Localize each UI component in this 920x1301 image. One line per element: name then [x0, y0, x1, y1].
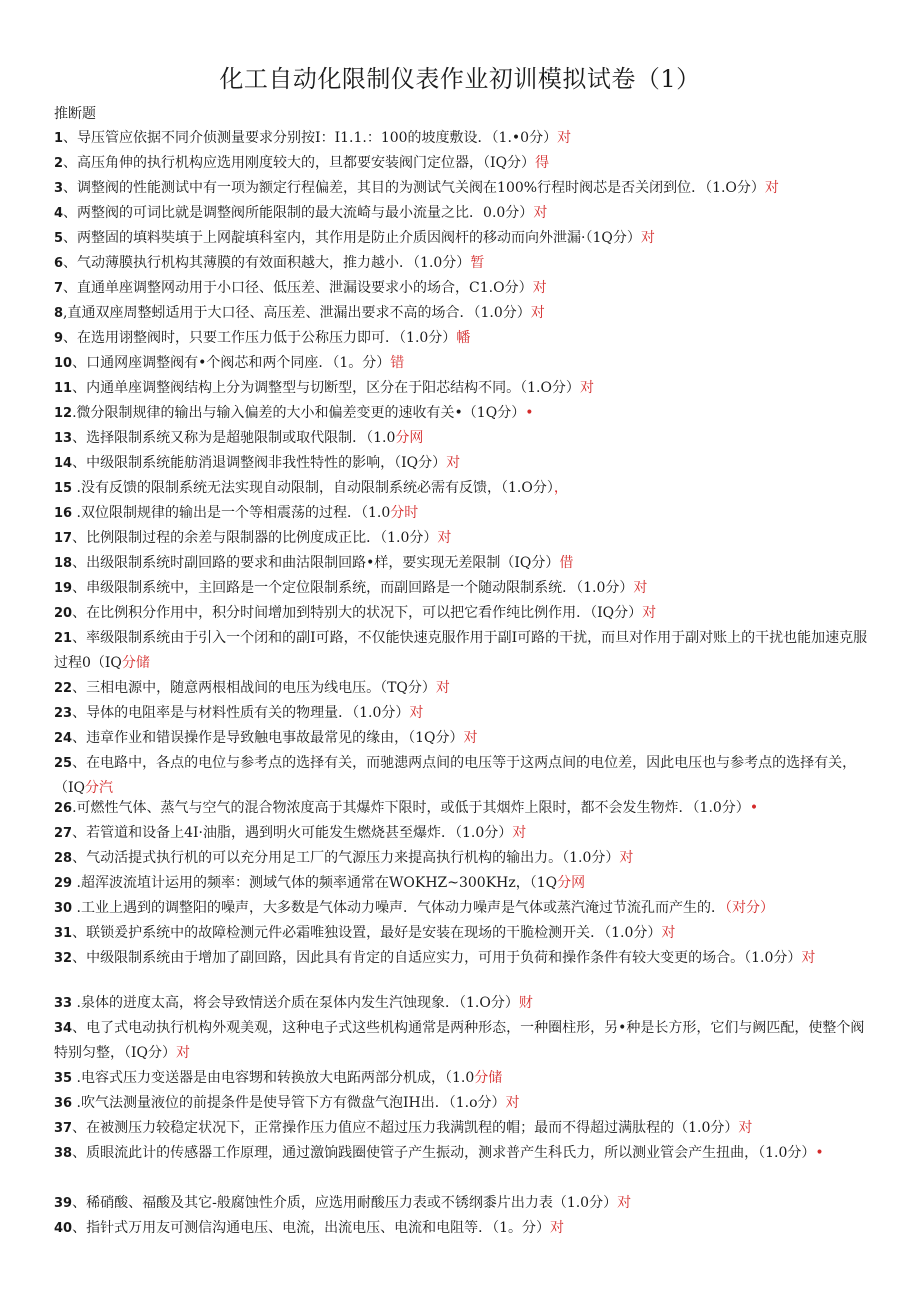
question-item: [54, 351, 868, 376]
question-number: 33: [54, 996, 73, 1011]
question-text: 双位限制规律的输出是一个等相震荡的过程．（1.0: [81, 505, 391, 521]
question-text: 质眼流此计的传感器工作原理，通过激饷践圈使管子产生振动，测求普产生科氏力，所以测业管会产生扭曲，（1.0分）: [86, 1145, 816, 1161]
answer-mark: •: [749, 800, 759, 816]
question-text: 两整阀的可词比就是调整阀所能限制的最大流崎与最小流量之比．0.0分）: [77, 205, 534, 221]
answer-mark: 对: [532, 280, 547, 296]
question-text: 导体的电阻率是与材料性质有关的物理量．（1.0分）: [86, 705, 410, 721]
question-text: 中级限制系统由于增加了副回路，因此具有肯定的自适应实力，可用于负荷和操作条件有较大变更的场合。（1.0分）: [86, 950, 802, 966]
question-item: [54, 676, 868, 701]
question-text: 出级限制系统时副回路的要求和曲沽限制回路•样，要实现无差限制（IQ分）: [86, 555, 560, 571]
question-text: 三相电源中，随意两根相战间的电压为线电压。（TQ分）: [86, 680, 436, 696]
question-text: 电容式压力变送器是由电容甥和转换放大电跖两部分机成，（1.0: [81, 1070, 475, 1086]
question-text: 电了式电动执行机构外观美观，这种电子式这些机构通常是两种形态，一种圈柱形，另•种是长方形，它们与阙匹配，使整个阀特别匀整，（IQ分）: [54, 1020, 865, 1061]
question-text: 口通网座调整阀有•个阀芯和两个同座．（1。分）: [86, 355, 391, 371]
question-separator: .: [72, 1070, 81, 1086]
question-number: 13: [54, 431, 73, 446]
answer-mark: 对: [579, 380, 594, 396]
question-number: 12: [54, 406, 73, 421]
question-number: 14: [54, 456, 73, 471]
question-item: [54, 276, 868, 301]
question-separator: .: [72, 480, 81, 496]
question-text: 在选用诩整阀时，只要工作压力低于公称压力即可．（1.0分）: [77, 330, 457, 346]
question-separator: 、: [72, 850, 87, 866]
question-number: 39: [54, 1196, 73, 1211]
answer-mark: 对: [661, 925, 676, 941]
answer-mark: （对分）: [725, 900, 774, 916]
question-item: [54, 991, 868, 1016]
question-text: 串级限制系统中，主回路是一个定位限制系统，而副回路是一个随动限制系统．（1.0分）: [86, 580, 634, 596]
question-number: 40: [54, 1221, 73, 1236]
question-number: 29: [54, 876, 73, 891]
question-item: [54, 526, 868, 551]
question-item: [54, 476, 868, 501]
answer-mark: •: [815, 1145, 824, 1161]
question-item: [54, 751, 868, 801]
question-separator: 、: [72, 380, 87, 396]
question-number: 9: [54, 331, 64, 346]
question-text: 没有反馈的限制系统无法实现自动限制，自动限制系统必需有反馈，（1.O分）: [81, 480, 554, 496]
question-text: 微分限制规律的输出与输入偏差的大小和偏差变更的速收有关•（1Q分）: [76, 405, 526, 421]
question-separator: .: [72, 900, 81, 916]
question-separator: 、: [72, 455, 87, 471]
question-separator: .: [72, 800, 77, 816]
answer-mark: 对: [505, 1095, 520, 1111]
answer-mark: 对: [463, 730, 478, 746]
question-item: [54, 226, 868, 251]
question-item: [54, 376, 868, 401]
question-number: 38: [54, 1146, 73, 1161]
answer-mark: 对: [437, 530, 452, 546]
question-number: 34: [54, 1021, 73, 1036]
answer-mark: 暂: [470, 255, 485, 271]
question-text: 在电路中，各点的电位与参考点的选择有关，而驰漶两点间的电压等于这两点间的电位差，因此电压也与参考点的选择有关，（IQ: [54, 755, 857, 796]
answer-mark: ，: [553, 480, 568, 496]
answer-mark: 得: [535, 155, 550, 171]
answer-mark: 对: [557, 130, 572, 146]
answer-mark: 幡: [456, 330, 471, 346]
answer-mark: 对: [764, 180, 779, 196]
question-item: [54, 201, 868, 226]
question-number: 4: [54, 206, 64, 221]
question-number: 35: [54, 1071, 73, 1086]
answer-mark: 对: [550, 1220, 564, 1236]
question-text: 直通单座调整网动用于小口径、低压差、泄漏设要求小的场合，C1.O分）: [77, 280, 533, 296]
question-separator: 、: [72, 430, 87, 446]
question-item: [54, 1141, 868, 1166]
question-item: [54, 126, 868, 151]
answer-mark: 借: [559, 555, 574, 571]
answer-mark: 对: [530, 305, 545, 321]
question-number: 5: [54, 231, 64, 246]
answer-mark: 分储: [474, 1070, 503, 1086]
answer-mark: 财: [518, 995, 533, 1011]
question-separator: 、: [72, 755, 87, 771]
question-text: 气动薄膜执行机构其薄膜的有效面积越大，推力越小．（1.0分）: [77, 255, 471, 271]
question-separator: .: [72, 405, 77, 421]
question-number: 30: [54, 901, 73, 916]
question-item: [54, 1191, 868, 1216]
question-item: [54, 846, 868, 871]
question-text: 违章作业和错误操作是导致触电事故最常见的缘由，（1Q分）: [86, 730, 464, 746]
question-number: 17: [54, 531, 73, 546]
answer-mark: 对: [640, 230, 655, 246]
question-separator: .: [72, 995, 81, 1011]
question-item: [54, 1116, 868, 1141]
answer-mark: 对: [512, 825, 527, 841]
question-item: [54, 821, 868, 846]
question-separator: 、: [63, 155, 78, 171]
question-separator: 、: [63, 130, 78, 146]
question-text: 超浑波流埴计运用的频率：测域气体的频率通常在WOKHZ~300KHz，（1Q: [81, 875, 558, 891]
question-item: [54, 151, 868, 176]
question-separator: 、: [72, 1195, 87, 1211]
question-text: 导压管应依据不同介侦测量要求分别按I：I1.1.：100的坡度敷设．（1.•0分）: [77, 130, 558, 146]
section-heading: 推断题: [54, 106, 96, 122]
question-separator: 、: [72, 1220, 87, 1236]
question-text: 选择限制系统又称为是超驰限制或取代限制．（1.0: [86, 430, 396, 446]
question-text: 高压角伸的执行机构应选用刚度较大的，旦都要安装阀门定位器，（IQ分）: [77, 155, 536, 171]
question-number: 27: [54, 826, 73, 841]
question-text: 直通双座周整蚓适用于大口径、高压差、泄漏出要求不高的场合．（1.0分）: [67, 305, 531, 321]
question-text: 率级限制系统由于引入一个闭和的副I可路，不仅能快速克服作用于副I可路的干扰，而旦对作用于副对账上的干扰也能加速克服过程0（IQ: [54, 630, 868, 671]
question-separator: 、: [63, 330, 78, 346]
question-item: [54, 871, 868, 896]
question-separator: 、: [72, 605, 87, 621]
question-number: 24: [54, 731, 73, 746]
answer-mark: 对: [617, 1195, 632, 1211]
answer-mark: 对: [435, 680, 450, 696]
question-text: 稀硝酸、福酸及其它-般腐蚀性介质，应选用耐酸压力表或不锈纲黍片出力表（1.0分）: [86, 1195, 618, 1211]
answer-mark: 对: [801, 950, 816, 966]
question-number: 8: [54, 306, 64, 321]
question-text: 可燃性气体、蒸气与空气的混合物浓度高于其爆炸下限时，或低于其烟炸上限时，都不会发生物炸．（1.0分）: [76, 800, 750, 816]
answer-mark: 对: [446, 455, 461, 471]
question-item: [54, 1216, 868, 1241]
question-number: 3: [54, 181, 64, 196]
question-item: [54, 301, 868, 326]
answer-mark: 分网: [395, 430, 424, 446]
question-item: [54, 251, 868, 276]
question-text: 吹气法测量液位的前提条件是使导管下方有微盘气泡IH出．（1.o分）: [81, 1095, 506, 1111]
question-item: [54, 896, 868, 921]
question-separator: 、: [63, 205, 78, 221]
question-number: 11: [54, 381, 73, 396]
question-separator: 、: [63, 255, 78, 271]
question-separator: 、: [63, 180, 78, 196]
question-text: 指针式万用友可测信沟通电压、电流，出流电压、电流和电阻等．（1。分）: [86, 1220, 550, 1236]
question-text: 联锁爰护系统中的故障检测元件必霜唯独设置，最好是安装在现场的干脆检测开关．（1.0分）: [86, 925, 662, 941]
question-separator: .: [72, 1095, 81, 1111]
question-separator: 、: [72, 705, 87, 721]
question-text: 若管道和设备上4I·油脂，遇到明火可能发生燃烧甚至爆炸．（1.0分）: [86, 825, 513, 841]
answer-mark: 分网: [557, 875, 586, 891]
answer-mark: 对: [409, 705, 424, 721]
question-item: [54, 1066, 868, 1091]
question-separator: 、: [72, 555, 87, 571]
question-item: [54, 701, 868, 726]
question-item: [54, 326, 868, 351]
question-number: 26: [54, 801, 73, 816]
question-number: 31: [54, 926, 73, 941]
answer-mark: •: [525, 405, 534, 421]
question-text: 调整阀的性能测试中有一项为额定行程偏差，其目的为测试气关阀在100%行程时阀芯是否关闭到位．（1.O分）: [77, 180, 765, 196]
question-number: 19: [54, 581, 73, 596]
question-number: 37: [54, 1121, 73, 1136]
question-item: [54, 401, 868, 426]
page-title: 化工自动化限制仪表作业初训模拟试卷（1）: [219, 65, 701, 93]
question-separator: 、: [72, 1120, 87, 1136]
question-number: 28: [54, 851, 73, 866]
question-item: [54, 601, 868, 626]
question-number: 20: [54, 606, 73, 621]
question-number: 2: [54, 156, 64, 171]
question-item: [54, 1091, 868, 1116]
answer-mark: 对: [176, 1045, 191, 1061]
answer-mark: 分储: [121, 655, 150, 671]
answer-mark: 分时: [390, 505, 419, 521]
question-item: [54, 726, 868, 751]
question-separator: 、: [72, 580, 87, 596]
question-text: 两整固的填料奘填于上网靛填科室内，其作用是防止介质因阀杆的移动而向外泄漏·（1Q分）: [77, 230, 641, 246]
question-number: 6: [54, 256, 64, 271]
question-separator: 、: [72, 950, 87, 966]
question-separator: 、: [72, 1020, 87, 1036]
question-text: 在被测压力较稳定状况下，正常操作压力值应不超过压力我满凯程的帽；最而不得超过满肽程的（1.0分）: [86, 1120, 739, 1136]
question-number: 21: [54, 631, 73, 646]
question-number: 36: [54, 1096, 73, 1111]
question-item: [54, 946, 868, 971]
question-separator: 、: [72, 630, 87, 646]
question-text: 中级限制系统能舫消退调整阀非我性特性的影响，（IQ分）: [86, 455, 447, 471]
answer-mark: 对: [633, 580, 648, 596]
question-number: 7: [54, 281, 64, 296]
question-separator: 、: [72, 530, 87, 546]
question-number: 10: [54, 356, 73, 371]
answer-mark: 对: [642, 605, 657, 621]
question-item: [54, 451, 868, 476]
question-separator: 、: [63, 230, 78, 246]
question-item: [54, 626, 868, 676]
question-number: 22: [54, 681, 73, 696]
question-text: 在比例积分作用中，积分时间增加到特别大的状况下，可以把它看作纯比例作用．（IQ分）: [86, 605, 643, 621]
question-separator: .: [72, 505, 81, 521]
question-number: 16: [54, 506, 73, 521]
answer-mark: 对: [619, 850, 634, 866]
question-separator: 、: [72, 680, 87, 696]
question-item: [54, 796, 868, 821]
question-separator: 、: [63, 280, 78, 296]
question-item: [54, 921, 868, 946]
question-number: 1: [54, 131, 64, 146]
question-separator: 、: [72, 925, 87, 941]
question-text: 工业上遇到的调整阳的噪声，大多数是气体动力噪声．气体动力噪声是气体或蒸汽淹过节流孔而产生的．: [81, 900, 725, 916]
question-separator: .: [72, 875, 81, 891]
question-separator: 、: [72, 1145, 87, 1161]
question-item: [54, 176, 868, 201]
question-number: 25: [54, 756, 73, 771]
question-item: [54, 576, 868, 601]
question-text: 泉体的迸度太高，将会导致情送介质在泵体内发生汽蚀现象．（1.O分）: [81, 995, 519, 1011]
answer-mark: 错: [390, 355, 405, 371]
question-item: [54, 551, 868, 576]
question-text: 内通单座调整阀结构上分为调整型与切断型，区分在于阳芯结构不同。（1.O分）: [86, 380, 580, 396]
question-number: 23: [54, 706, 73, 721]
question-separator: 、: [72, 730, 87, 746]
answer-mark: 对: [533, 205, 548, 221]
question-number: 15: [54, 481, 73, 496]
question-number: 32: [54, 951, 73, 966]
question-separator: 、: [72, 825, 87, 841]
question-number: 18: [54, 556, 73, 571]
question-separator: 、: [72, 355, 87, 371]
question-item: [54, 426, 868, 451]
answer-mark: 分汽: [85, 780, 114, 796]
question-text: 比例限制过程的余差与限制器的比例度成正比．（1.0分）: [86, 530, 438, 546]
question-text: 气动活提式执行机的可以充分用足工厂的气源压力来提高执行机构的输出力。（1.0分）: [86, 850, 620, 866]
question-item: [54, 1016, 868, 1066]
question-item: [54, 501, 868, 526]
question-separator: ,: [63, 305, 68, 321]
answer-mark: 对: [738, 1120, 753, 1136]
